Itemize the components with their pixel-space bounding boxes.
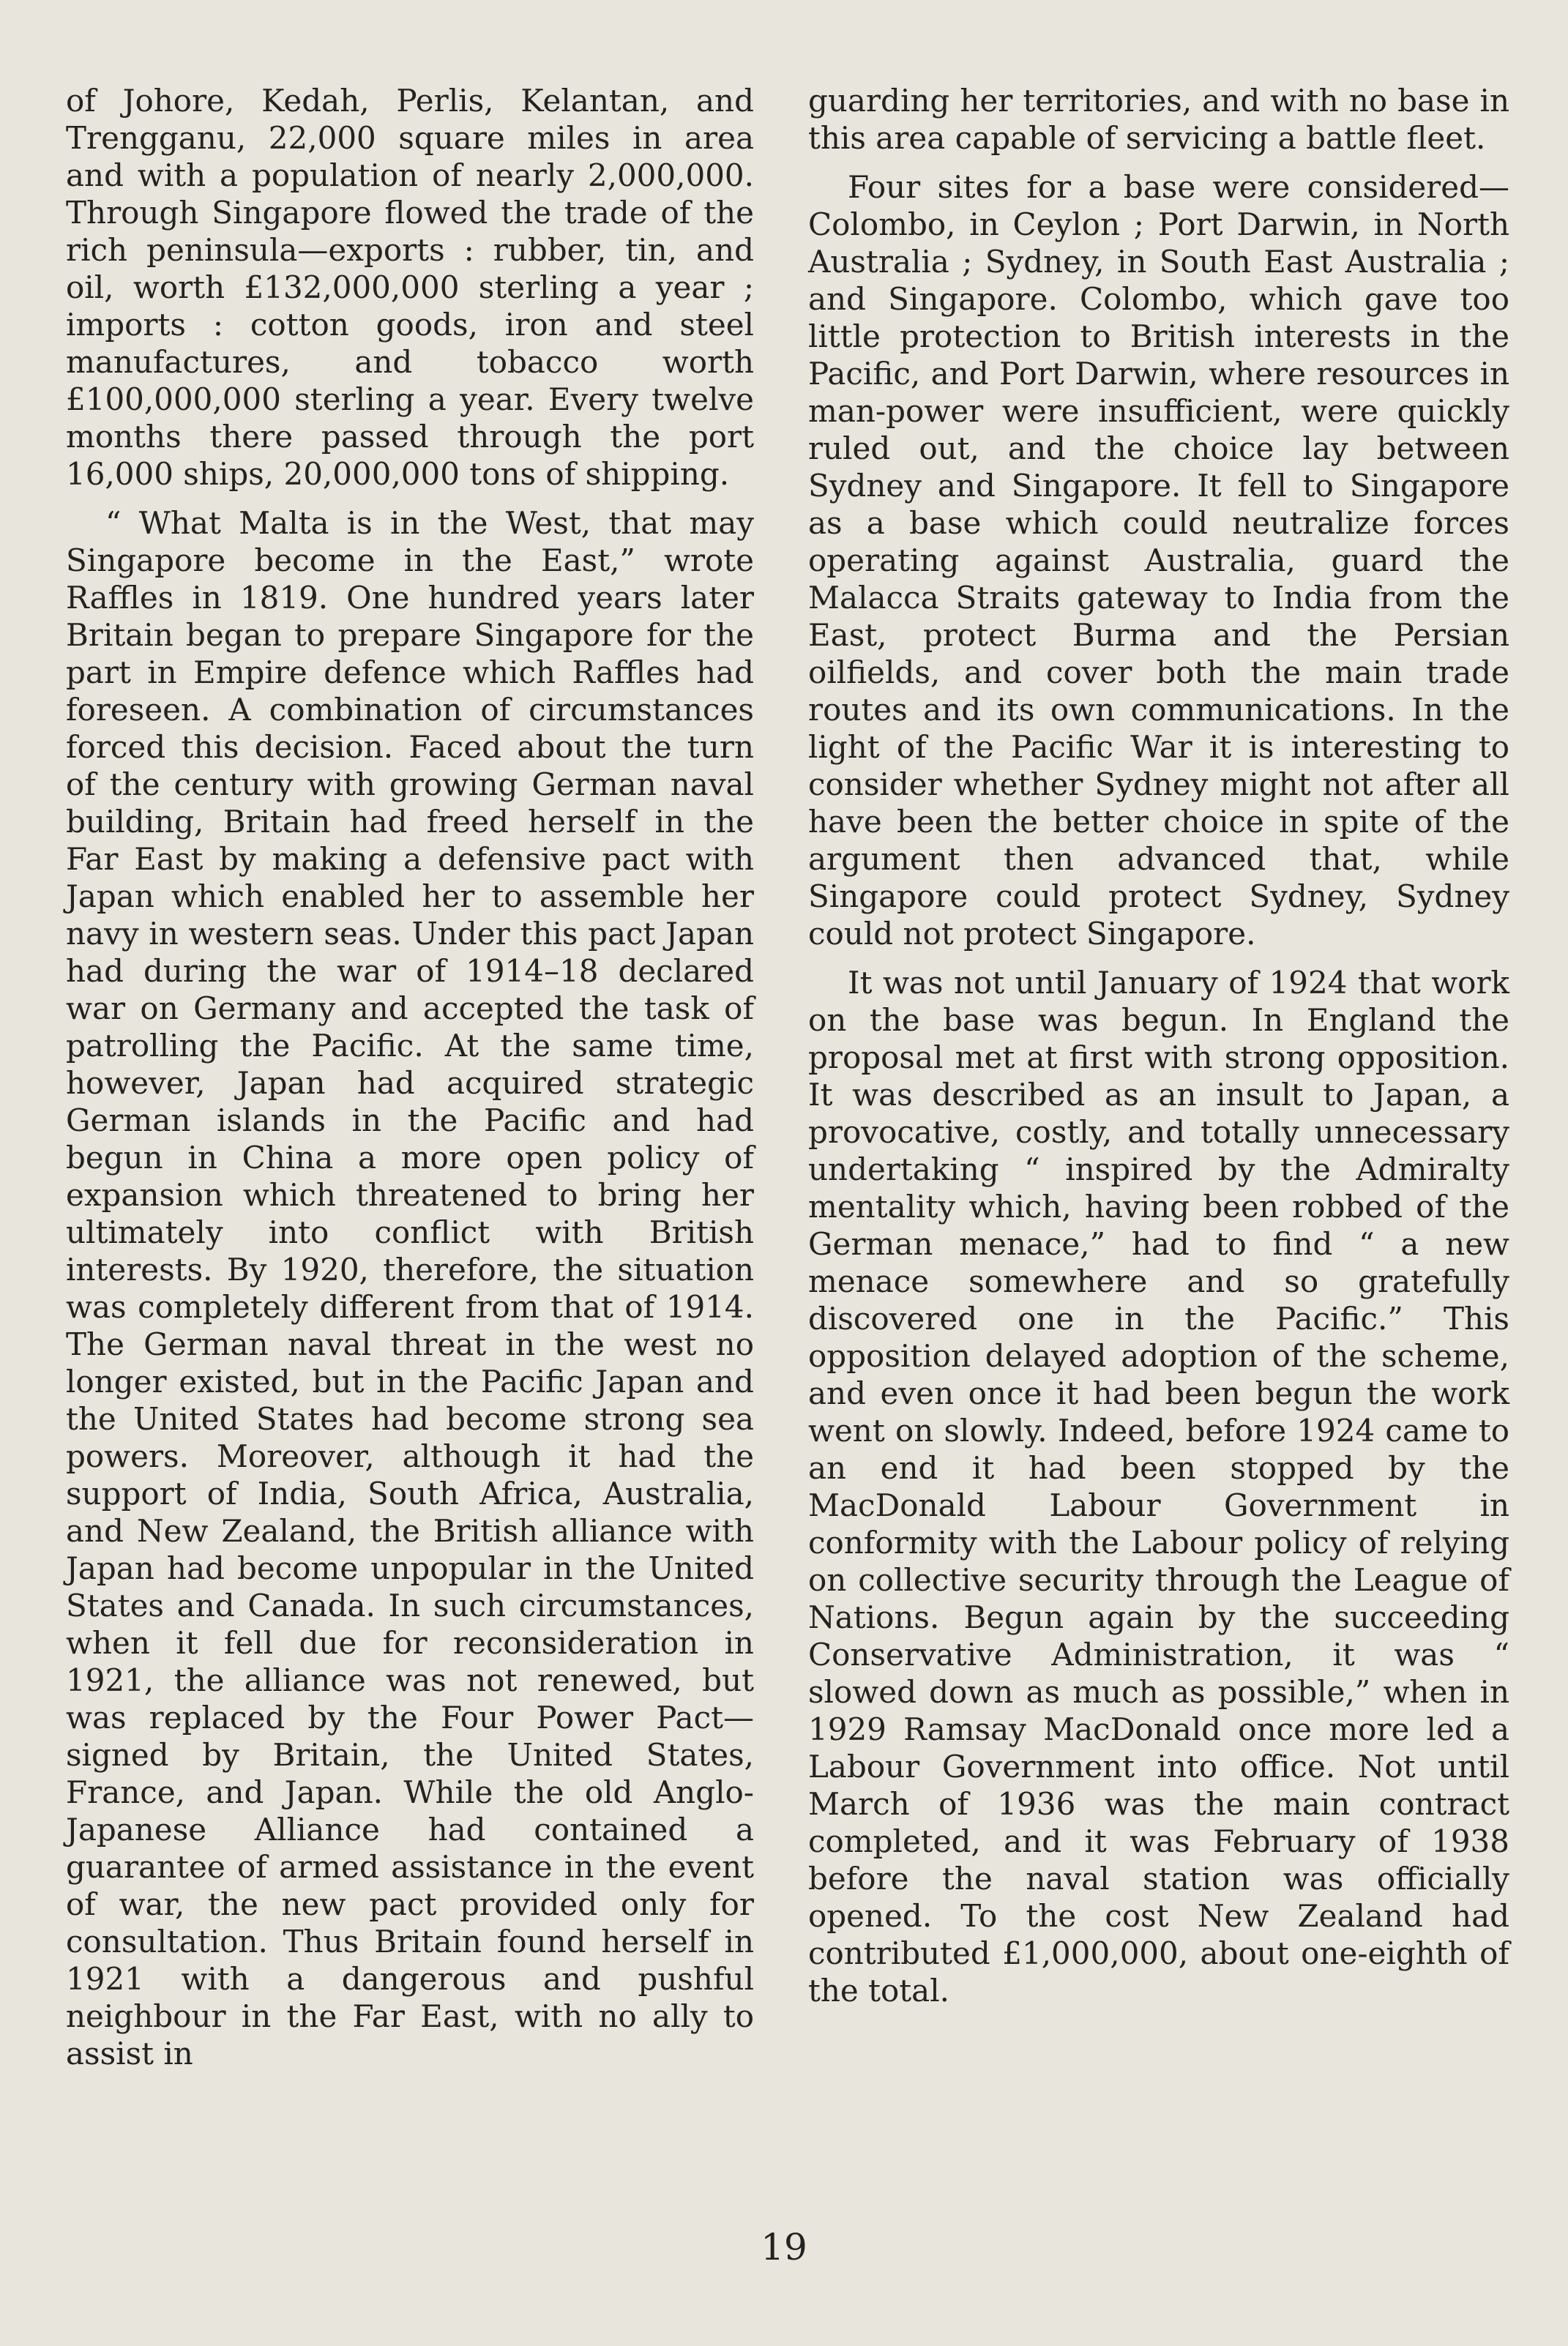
right-column bbox=[808, 82, 1509, 2021]
right-paragraph-2: Four sites for a base were considered—Colombo, in Ceylon ; Port Darwin, in North Australia ; Sydney, in South East Australia ; and Singapore. Colombo, which gave too little protection to British interests in the Pacific, and Port Darwin, where resources in man-power were insufficient, were quickly ruled out, and the choice lay between Sydney and Singapore. It fell to Singapore as a base which could neutralize forces operating against Australia, guard the Malacca Straits gateway to India from the East, protect Burma and the Persian oilfields, and cover both the main trade routes and its own communications. In the light of the Pacific War it is interesting to consider whether Sydney might not after all have been the better choice in spite of the argument then advanced that, while Singapore could protect Sydney, Sydney could not protect Singapore. bbox=[808, 169, 1509, 952]
left-paragraph-1: of Johore, Kedah, Perlis, Kelantan, and Trengganu, 22,000 square miles in area and with a population of nearly 2,000,000. Through Singapore flowed the trade of the rich peninsula—exports : rubber, tin, and oil, worth £132,000,000 sterling a year ; imports : cotton goods, iron and steel manufactures, and tobacco worth £100,000,000 sterling a year. Every twelve months there passed through the port 16,000 ships, 20,000,000 tons of shipping. bbox=[66, 83, 754, 492]
left-paragraph-2: “ What Malta is in the West, that may Singapore become in the East,” wrote Raffles in 1819. One hundred years later Britain began to prepare Singapore for the part in Empire defence which Raffles had foreseen. A combination of circumstances forced this decision. Faced about the turn of the century with growing German naval building, Britain had freed herself in the Far East by making a defensive pact with Japan which enabled her to assemble her navy in western seas. Under this pact Japan had during the war of 1914–18 declared war on Germany and accepted the task of patrolling the Pacific. At the same time, however, Japan had acquired strategic German islands in the Pacific and had begun in China a more open policy of expansion which threatened to bring her ultimately into conflict with British interests. By 1920, therefore, the situation was completely different from that of 1914. The German naval threat in the west no longer existed, but in the Pacific Japan and the United States had become strong sea powers. Moreover, although it had the support of India, South Africa, Australia, and New Zealand, the British alliance with Japan had become unpopular in the United States and Canada. In such circumstances, when it fell due for reconsideration in 1921, the alliance was not renewed, but was replaced by the Four Power Pact—signed by Britain, the United States, France, and Japan. While the old Anglo-Japanese Alliance had contained a guarantee of armed assistance in the event of war, the new pact provided only for consultation. Thus Britain found herself in 1921 with a dangerous and pushful neighbour in the Far East, with no ally to assist in bbox=[66, 505, 754, 2072]
left-column bbox=[66, 82, 754, 2084]
page-number: 19 bbox=[761, 2226, 807, 2268]
right-paragraph-1: guarding her territories, and with no base in this area capable of servicing a battle fleet. bbox=[808, 83, 1509, 156]
right-paragraph-3: It was not until January of 1924 that work on the base was begun. In England the proposal met at first with strong opposition. It was described as an insult to Japan, a provocative, costly, and totally unnecessary undertaking “ inspired by the Admiralty mentality which, having been robbed of the German menace,” had to find “ a new menace somewhere and so gratefully discovered one in the Pacific.” This opposition delayed adoption of the scheme, and even once it had been begun the work went on slowly. Indeed, before 1924 came to an end it had been stopped by the MacDonald Labour Government in conformity with the Labour policy of relying on collective security through the League of Nations. Begun again by the succeeding Conservative Administration, it was “ slowed down as much as possible,” when in 1929 Ramsay MacDonald once more led a Labour Government into office. Not until March of 1936 was the main contract completed, and it was February of 1938 before the naval station was officially opened. To the cost New Zealand had contributed £1,000,000, about one-eighth of the total. bbox=[808, 965, 1509, 2009]
